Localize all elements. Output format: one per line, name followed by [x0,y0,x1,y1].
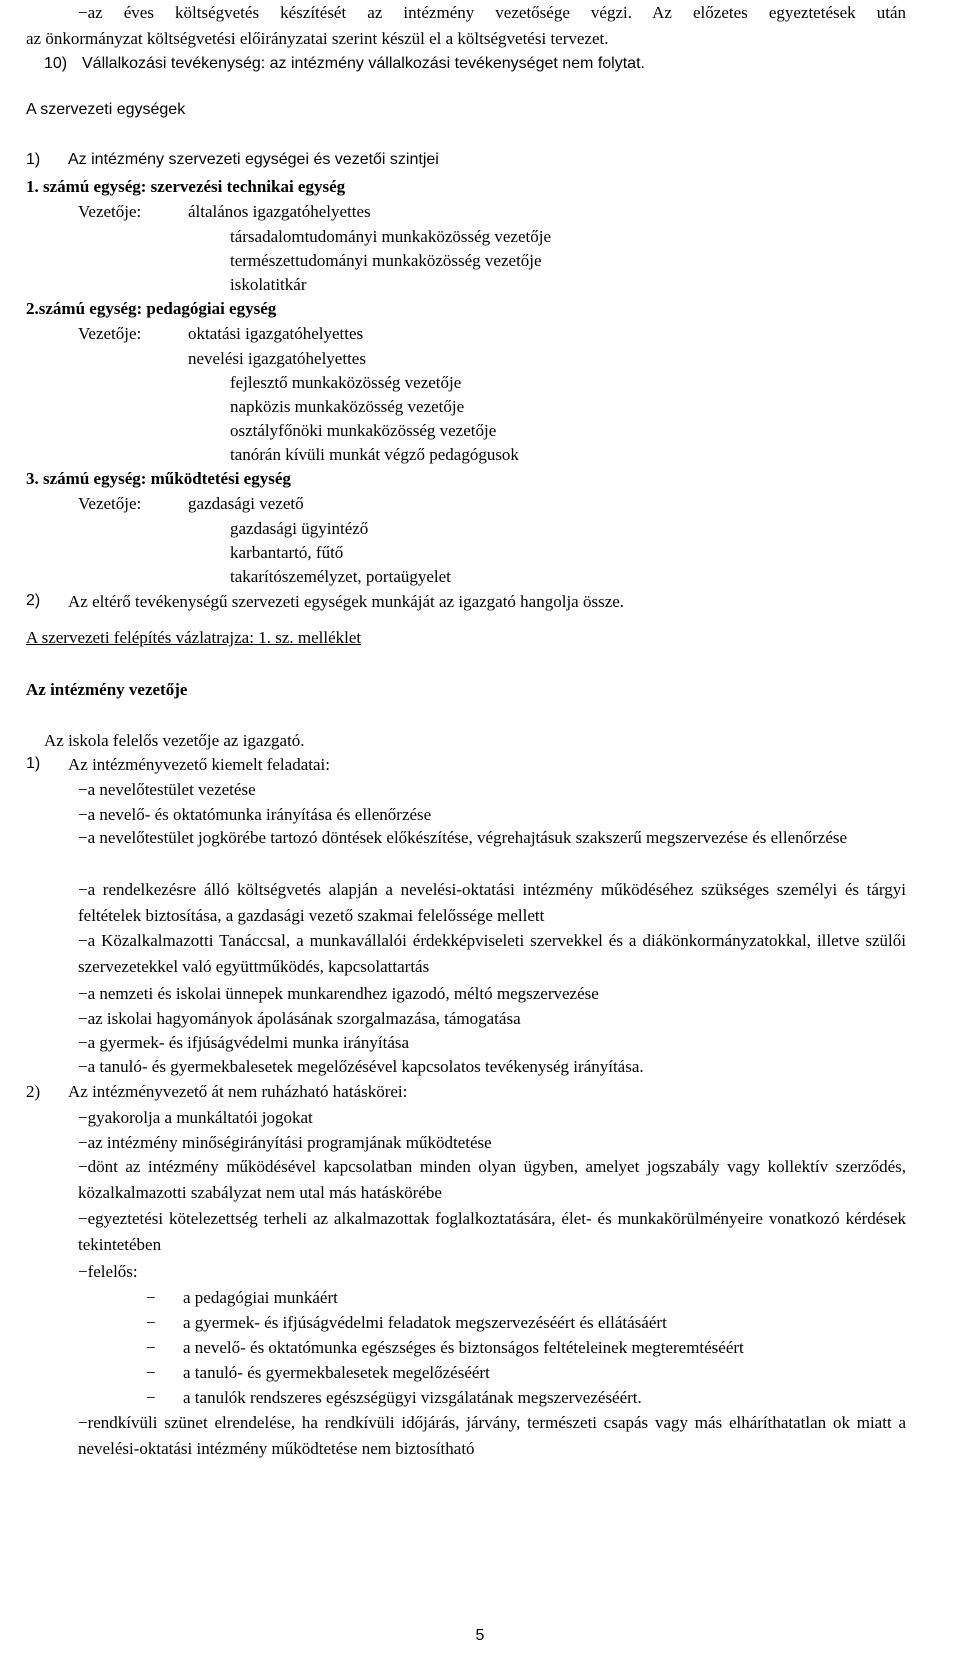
unit-2-leader: napközis munkaközösség vezetője [230,397,465,416]
unit-2-leader: osztályfőnöki munkaközösség vezetője [230,421,497,440]
power-item [78,1206,906,1258]
task-item: −a nevelő- és oktatómunka irányítása és ellenőrzése [78,805,432,824]
units-item-2-text: Az eltérő tevékenységű szervezeti egységek munkáját az igazgató hangolja össze. [68,592,625,611]
intro-line-2: az önkormányzat költségvetési előirányzatai szerint készül el a költségvetési tervezet. [26,29,609,48]
intro-line-1: −az éves költségvetés készítését az intézmény vezetősége végzi. Az előzetes egyeztetések után [78,3,906,22]
director-item-1-text: Az intézményvezető kiemelt feladatai: [68,755,330,774]
power-item-text: −rendkívüli szünet elrendelése, ha rendkívüli időjárás, járvány, természeti csapás vagy más elháríthatatlan ok miatt a nevelési-oktatási intézmény működtetése nem biztosítható [78,1413,906,1458]
task-item [78,928,906,980]
unit-2-leader: tanórán kívüli munkát végző pedagógusok [230,445,519,464]
responsibility-dash: − [146,1313,156,1332]
task-item: −az iskolai hagyományok ápolásának szorgalmazása, támogatása [78,1009,521,1028]
unit-1-leader: természettudományi munkaközösség vezetője [230,251,542,270]
responsibility-dash: − [146,1338,156,1357]
responsibility-item: a gyermek- és ifjúságvédelmi feladatok megszervezéséért és ellátásáért [183,1313,667,1332]
responsibility-item: a tanulók rendszeres egészségügyi vizsgálatának megszervezéséért. [183,1388,642,1407]
task-item: −a tanuló- és gyermekbalesetek megelőzésével kapcsolatos tevékenység irányítása. [78,1057,644,1076]
unit-3-leader-label: Vezetője: [78,494,142,513]
unit-2-leader: nevelési igazgatóhelyettes [188,349,366,368]
unit-2-leader-label: Vezetője: [78,324,142,343]
page-number: 5 [475,1627,485,1644]
power-item: −gyakorolja a munkáltatói jogokat [78,1108,313,1127]
director-intro: Az iskola felelős vezetője az igazgató. [44,731,305,750]
item-10-number: 10) [44,55,68,72]
unit-2-title: 2.számú egység: pedagógiai egység [26,299,277,318]
power-item: −az intézmény minőségirányítási programjának működtetése [78,1133,492,1152]
responsibility-dash: − [146,1288,156,1307]
director-item-2-number: 2) [26,1082,41,1101]
unit-1-title: 1. számú egység: szervezési technikai egység [26,177,346,196]
unit-3-leader: takarítószemélyzet, portaügyelet [230,567,451,586]
section-heading-director: Az intézmény vezetője [26,680,188,699]
units-item-2-number: 2) [26,592,41,609]
task-item: −a gyermek- és ifjúságvédelmi munka irányítása [78,1033,410,1052]
unit-3-leader: gazdasági ügyintéző [230,519,369,538]
task-item-text: −a rendelkezésre álló költségvetés alapján a nevelési-oktatási intézmény működéséhez szükséges személyi és tárgyi feltételek biztosítása, a gazdasági vezető szakmai felelőssége mellett [78,880,906,925]
responsibility-dash: − [146,1363,156,1382]
power-item [78,1410,906,1462]
power-item-text: −dönt az intézmény működésével kapcsolatban minden olyan ügyben, amelyet jogszabály vagy kollektív szerződés, közalkalmazotti szabályzat nem utal más hatáskörébe [78,1157,906,1202]
director-item-2-text: Az intézményvezető át nem ruházható hatáskörei: [68,1082,408,1101]
unit-1-leader: társadalomtudományi munkaközösség vezetője [230,227,552,246]
responsibility-item: a tanuló- és gyermekbalesetek megelőzéséért [183,1363,490,1382]
unit-3-leader: gazdasági vezető [188,494,304,513]
unit-3-leader: karbantartó, fűtő [230,543,344,562]
units-item-1-number: 1) [26,151,41,168]
director-item-1-number: 1) [26,755,41,772]
task-item [78,877,906,929]
power-item-text: −egyeztetési kötelezettség terheli az alkalmazottak foglalkoztatására, élet- és munkakörülményeire vonatkozó kérdések tekintetében [78,1209,906,1254]
units-item-1-text: Az intézmény szervezeti egységei és vezetői szintjei [68,151,439,168]
task-item [78,825,906,851]
task-item-text: −a Közalkalmazotti Tanáccsal, a munkavállalói érdekképviseleti szervekkel és a diákönkormányzatokkal, illetve szülői szervezetekkel való együttműködés, kapcsolattartás [78,931,906,976]
unit-1-leader-label: Vezetője: [78,202,142,221]
responsibility-dash: − [146,1388,156,1407]
unit-2-leader: oktatási igazgatóhelyettes [188,324,364,343]
power-item: −felelős: [78,1262,138,1281]
task-item: −a nevelőtestület vezetése [78,780,256,799]
unit-2-leader: fejlesztő munkaközösség vezetője [230,373,462,392]
task-item: −a nemzeti és iskolai ünnepek munkarendhez igazodó, méltó megszervezése [78,984,599,1003]
task-item-text: −a nevelőtestület jogkörébe tartozó döntések előkészítése, végrehajtásuk szakszerű megszervezése és ellenőrzése [78,828,848,847]
unit-3-title: 3. számú egység: működtetési egység [26,469,291,488]
item-10-text: Vállalkozási tevékenység: az intézmény vállalkozási tevékenységet nem folytat. [82,55,645,72]
unit-1-leader: általános igazgatóhelyettes [188,202,371,221]
responsibility-item: a pedagógiai munkáért [183,1288,338,1307]
org-chart-reference: A szervezeti felépítés vázlatrajza: 1. sz. melléklet [26,628,362,647]
unit-1-leader: iskolatitkár [230,275,307,294]
responsibility-item: a nevelő- és oktatómunka egészséges és biztonságos feltételeinek megteremtéséért [183,1338,744,1357]
power-item [78,1154,906,1206]
section-heading-units: A szervezeti egységek [26,101,186,118]
